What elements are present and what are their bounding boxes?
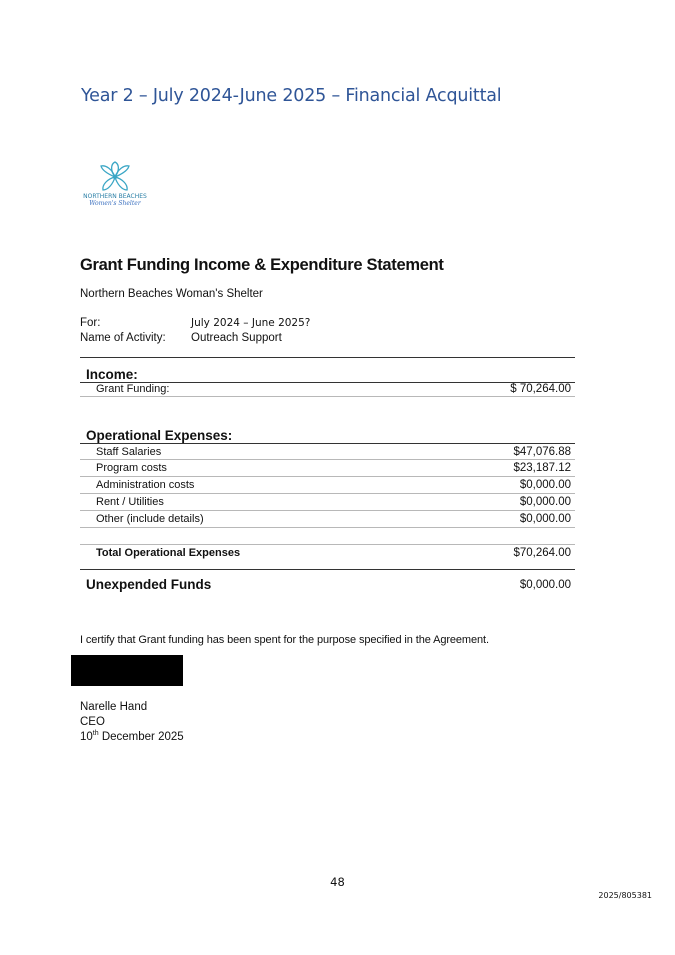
expense-row-rule [80, 476, 575, 477]
total-expenses-label: Total Operational Expenses [96, 547, 241, 559]
activity-value: Outreach Support [191, 332, 282, 344]
expense-row-rule [80, 510, 575, 511]
page-heading: Year 2 – July 2024-June 2025 – Financial Acquittal [81, 86, 502, 106]
logo-line-2: Women's Shelter [89, 200, 141, 207]
unexpended-value: $0,000.00 [519, 579, 571, 591]
expense-row-label: Administration costs [96, 479, 195, 491]
income-row-value: $ 70,264.00 [510, 383, 571, 395]
expense-row-rule [80, 459, 575, 460]
expense-row-label: Other (include details) [96, 513, 204, 525]
redacted-signature [71, 655, 183, 686]
signatory-name: Narelle Hand [80, 701, 148, 713]
expense-row-value: $0,000.00 [519, 496, 571, 508]
total-bottom-rule [80, 569, 575, 570]
total-expenses-value: $70,264.00 [513, 547, 571, 559]
unexpended-label: Unexpended Funds [86, 577, 212, 592]
for-label: For: [80, 317, 101, 329]
signatory-date [80, 730, 184, 743]
certification-text: I certify that Grant funding has been spent for the purpose specified in the Agreement. [80, 634, 489, 646]
statement-title: Grant Funding Income & Expenditure Statement [80, 256, 444, 274]
flower-logo-icon [80, 160, 150, 194]
date-suffix: th [92, 730, 99, 737]
expenses-rule [80, 443, 575, 444]
signatory-role: CEO [80, 716, 105, 728]
expense-row-value: $0,000.00 [519, 513, 571, 525]
organisation-name: Northern Beaches Woman's Shelter [80, 288, 263, 300]
page-number: 48 [330, 875, 345, 889]
date-day: 10 [80, 730, 93, 743]
for-value: July 2024 – June 2025? [191, 317, 311, 329]
logo-line-1: NORTHERN BEACHES [83, 193, 147, 200]
expense-row-rule [80, 493, 575, 494]
activity-label: Name of Activity: [80, 332, 166, 344]
expense-row-label: Rent / Utilities [96, 496, 164, 508]
expense-row-value: $47,076.88 [513, 446, 571, 458]
income-row-rule [80, 396, 575, 397]
income-heading: Income: [86, 367, 138, 382]
table-top-rule [80, 357, 575, 358]
expense-row-label: Staff Salaries [96, 446, 162, 458]
expense-row-rule [80, 527, 575, 528]
income-row-label: Grant Funding: [96, 383, 170, 395]
document-reference: 2025/805381 [598, 891, 652, 900]
expense-row-label: Program costs [96, 462, 167, 474]
shelter-logo [80, 160, 150, 210]
expenses-heading: Operational Expenses: [86, 428, 233, 443]
expense-row-value: $23,187.12 [513, 462, 571, 474]
date-rest: December 2025 [98, 730, 184, 743]
expense-row-value: $0,000.00 [519, 479, 571, 491]
total-top-rule [80, 544, 575, 545]
